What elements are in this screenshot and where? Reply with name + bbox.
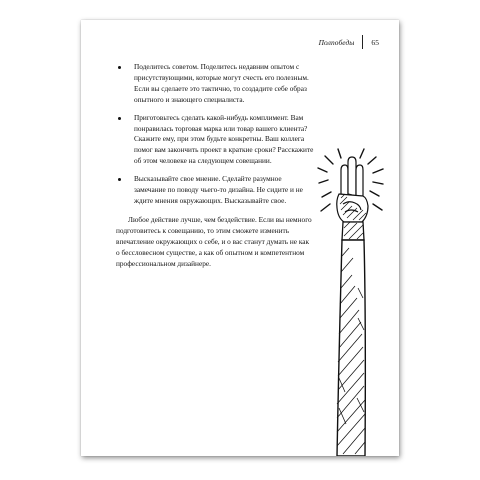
body-text bbox=[116, 62, 314, 277]
bullet-icon bbox=[118, 66, 121, 69]
page-number: 65 bbox=[371, 37, 379, 47]
bullet-icon bbox=[118, 117, 121, 120]
list-item bbox=[116, 174, 314, 207]
running-head bbox=[319, 35, 379, 49]
list-item-text: Поделитесь советом. Поделитесь недавним опытом с присутствующими, которые могут счесть его полезным. Если вы сделаете это тактично, то создадите себе образ опытного и знающего специалиста. bbox=[134, 62, 309, 104]
list-item bbox=[116, 62, 314, 106]
list-item-text: Приготовьтесь сделать какой-нибудь комплимент. Вам понравилась торговая марка или товар вашего клиента? Скажите ему, при этом будьте конкретны. Ваш коллега помог вам закончить проект в краткие сроки? Расскажите об этом человеке на следующем совещании. bbox=[134, 112, 314, 166]
book-page bbox=[81, 20, 399, 456]
closing-paragraph: Любое действие лучше, чем бездействие. Если вы немного подготовитесь к совещанию, то этим сможете изменить впечатление окружающих о себе, и о вас станут думать не как о бессловесном существе, а как об опытном и компетентном профессиональном дизайнере. bbox=[116, 214, 312, 268]
raised-hand-illustration bbox=[303, 148, 399, 456]
list-item bbox=[116, 113, 314, 168]
list-item-text: Высказывайте свое мнение. Сделайте разумное замечание по поводу чьего-то дизайна. Не сидите и не ждите мнения окружающих. Высказывайте свое. bbox=[134, 174, 303, 205]
header-divider bbox=[362, 35, 363, 49]
running-title: Полпобеды bbox=[318, 37, 355, 47]
bullet-icon bbox=[118, 178, 121, 181]
